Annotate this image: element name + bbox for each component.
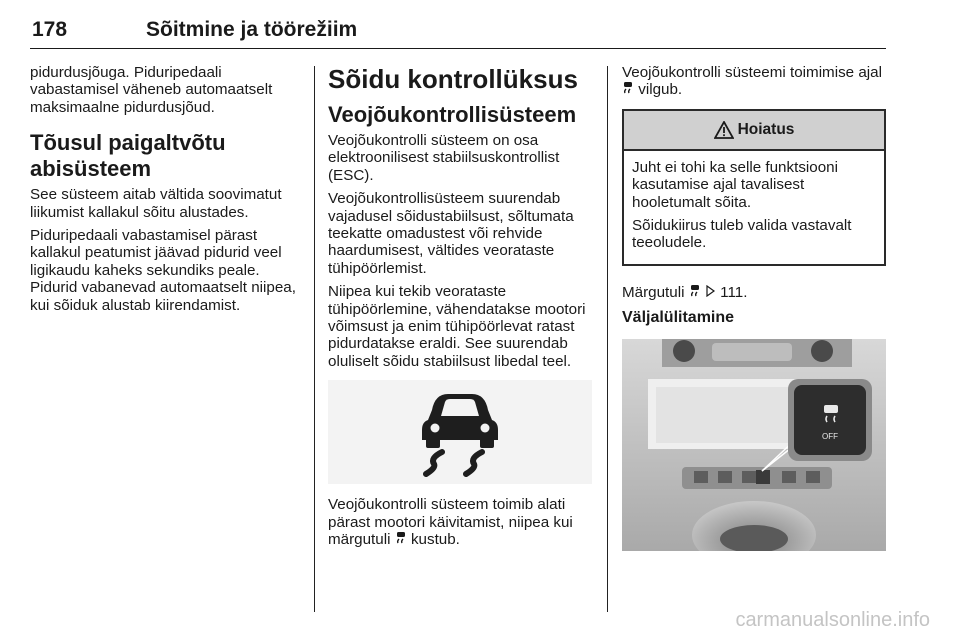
warning-text-1: Juht ei tohi ka selle funktsiooni kasutamise ajal tavalisest hooletumalt sõita. — [632, 158, 838, 211]
warning-body — [624, 151, 884, 264]
page-number: 178 — [32, 18, 68, 41]
page-header — [30, 8, 886, 48]
deactivation-heading: Väljalülitamine — [622, 309, 735, 327]
warning-box — [622, 109, 886, 266]
watermark: carmanualsonline.info — [735, 609, 930, 631]
traction-warning-light-icon — [689, 284, 701, 297]
center-console-illustration — [622, 339, 886, 551]
traction-control-figure — [328, 380, 592, 484]
traction-control-icon — [414, 386, 506, 478]
chapter-title: Sõitmine ja töörežiim — [146, 18, 358, 41]
console-photo — [622, 339, 886, 551]
column-divider-1 — [314, 66, 315, 612]
column-3 — [622, 64, 886, 551]
col2-paragraph-1: Veojõukontrolli süsteem on osa elektroonilisest stabiilsuskontrollist (ESC). — [328, 132, 560, 184]
col1-paragraph-2: Piduripedaali vabastamisel pärast kallakul peatumist jäävad pidurid veel ligikaudu kaheks sekundiks peale. Pidurid vabanevad automaatselt niipea, kui sõiduk alustab kiirendamist. — [30, 227, 296, 314]
col3-paragraph-1: Veojõukontrolli süsteemi toimimise ajal vilgub. — [622, 64, 882, 99]
column-divider-2 — [607, 66, 608, 612]
traction-control-heading: Veojõukontrollisüsteem — [328, 102, 577, 127]
column-2 — [328, 64, 594, 555]
column-1 — [30, 64, 302, 320]
off-label: OFF — [822, 432, 838, 442]
col1-intro: pidurdusjõuga. Piduripedaali vabastamisel väheneb automaatselt maksimaalne pidurdusjõud. — [30, 64, 273, 116]
section-heading: Sõidu kontrollüksus — [328, 64, 578, 94]
traction-warning-light-icon — [395, 531, 407, 544]
hill-start-assist-heading: Tõusul paigaltvõtu abisüsteem — [30, 130, 226, 182]
warning-triangle-icon — [714, 121, 734, 139]
traction-warning-light-icon — [622, 81, 634, 94]
warning-text-2: Sõidukiirus tuleb valida vastavalt teeoludele. — [632, 217, 852, 252]
page-reference-icon — [705, 285, 716, 297]
col2-paragraph-2: Veojõukontrollisüsteem suurendab vajadusel sõidustabiilsust, sõltumata teekatte omadustest või rehvide haardumisest, vältides veorataste tühipöörlemist. — [328, 190, 574, 277]
col2-paragraph-4: Veojõukontrolli süsteem toimib alati pärast mootori käivitamist, niipea kui märgutuli kustub. — [328, 496, 573, 549]
warning-header — [624, 111, 884, 151]
header-rule — [30, 48, 886, 49]
col2-paragraph-3: Niipea kui tekib veorataste tühipöörlemine, vähendatakse mootori võimsust ja enim tühipöörlevat ratast pidurdatakse eraldi. See suurendab oluliselt sõidu stabiilsust libedal teel. — [328, 283, 586, 370]
warning-title: Hoiatus — [737, 120, 795, 138]
col1-paragraph-1: See süsteem aitab vältida soovimatut liikumist kallakul sõitu alustades. — [30, 186, 282, 221]
indicator-reference: Märgutuli 111. — [622, 283, 748, 301]
